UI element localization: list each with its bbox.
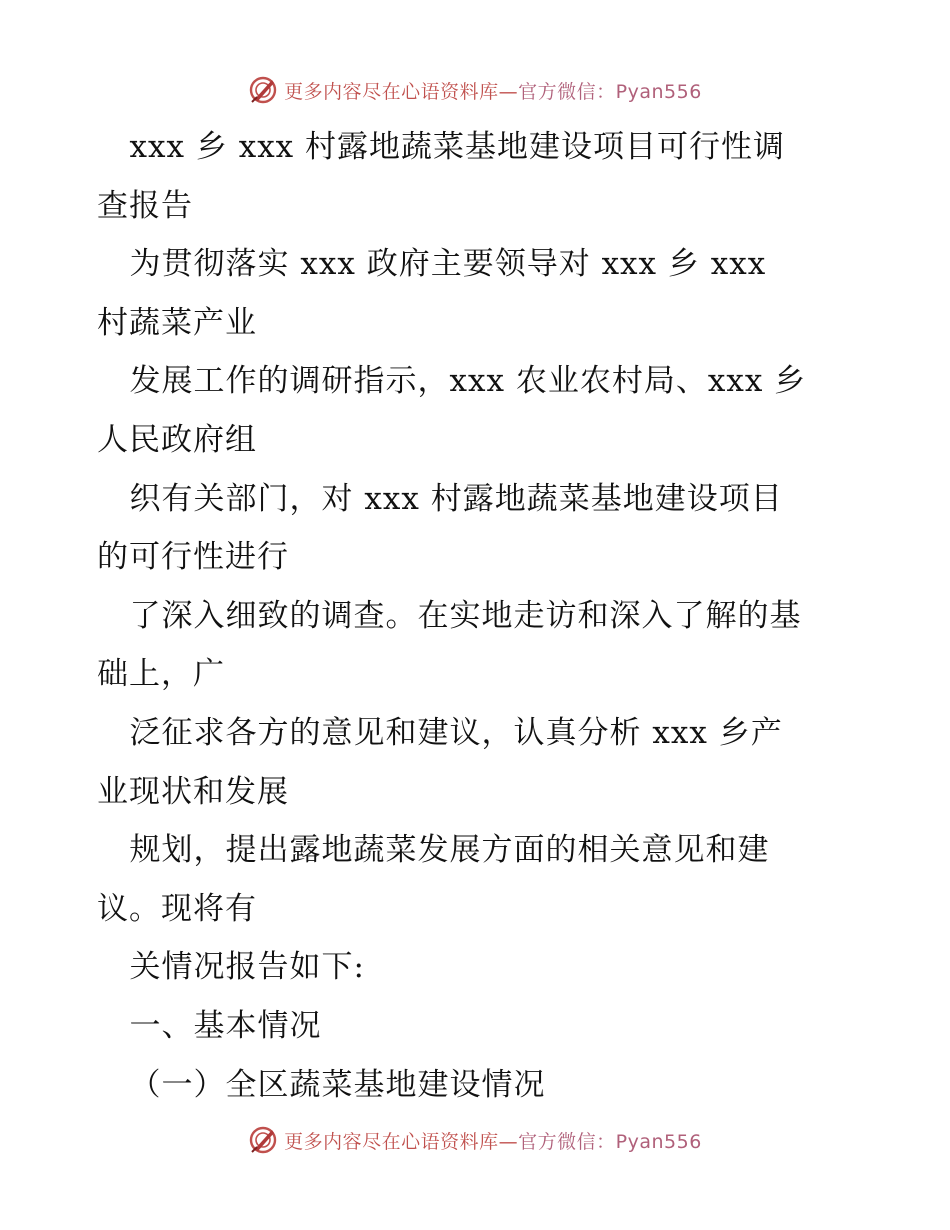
subsection-heading: （一）全区蔬菜基地建设情况 <box>97 1066 546 1103</box>
text-line: 了深入细致的调查。在实地走访和深入了解的基 <box>97 597 802 634</box>
text-line: 为贯彻落实 xxx 政府主要领导对 xxx 乡 xxx <box>97 246 767 283</box>
text-line: xxx 乡 xxx 村露地蔬菜基地建设项目可行性调 <box>97 129 786 165</box>
watermark-text <box>284 77 702 104</box>
watermark-wechat: 官方微信：Pyan556 <box>518 1130 702 1153</box>
text-line: 业现状和发展 <box>97 773 289 810</box>
text-line: 关情况报告如下: <box>97 949 366 986</box>
text-line: 发展工作的调研指示，xxx 农业农村局、xxx 乡 <box>97 363 807 400</box>
text-line: 础上，广 <box>97 656 225 693</box>
watermark-lead: 更多内容尽在心语资料库 <box>284 1130 499 1153</box>
section-heading: 一、基本情况 <box>97 1007 322 1044</box>
text-line: 泛征求各方的意见和建议，认真分析 xxx 乡产 <box>97 714 783 751</box>
text-line: 村蔬菜产业 <box>97 304 257 341</box>
quill-logo-icon <box>248 1125 278 1155</box>
quill-logo-icon <box>248 75 278 105</box>
watermark-dash: — <box>498 1130 519 1153</box>
text-line: 规划，提出露地蔬菜发展方面的相关意见和建 <box>97 832 770 869</box>
text-line: 织有关部门，对 xxx 村露地蔬菜基地建设项目 <box>97 480 783 517</box>
watermark-wechat: 官方微信：Pyan556 <box>518 80 702 103</box>
footer-watermark <box>0 1122 950 1158</box>
text-line: 查报告 <box>97 187 193 224</box>
text-line: 人民政府组 <box>97 421 257 458</box>
document-body <box>97 118 867 1114</box>
text-line: 议。现将有 <box>97 890 257 927</box>
watermark-dash: — <box>498 80 519 103</box>
header-watermark <box>0 72 950 108</box>
text-line: 的可行性进行 <box>97 539 289 576</box>
watermark-text <box>284 1127 702 1154</box>
watermark-lead: 更多内容尽在心语资料库 <box>284 80 499 103</box>
